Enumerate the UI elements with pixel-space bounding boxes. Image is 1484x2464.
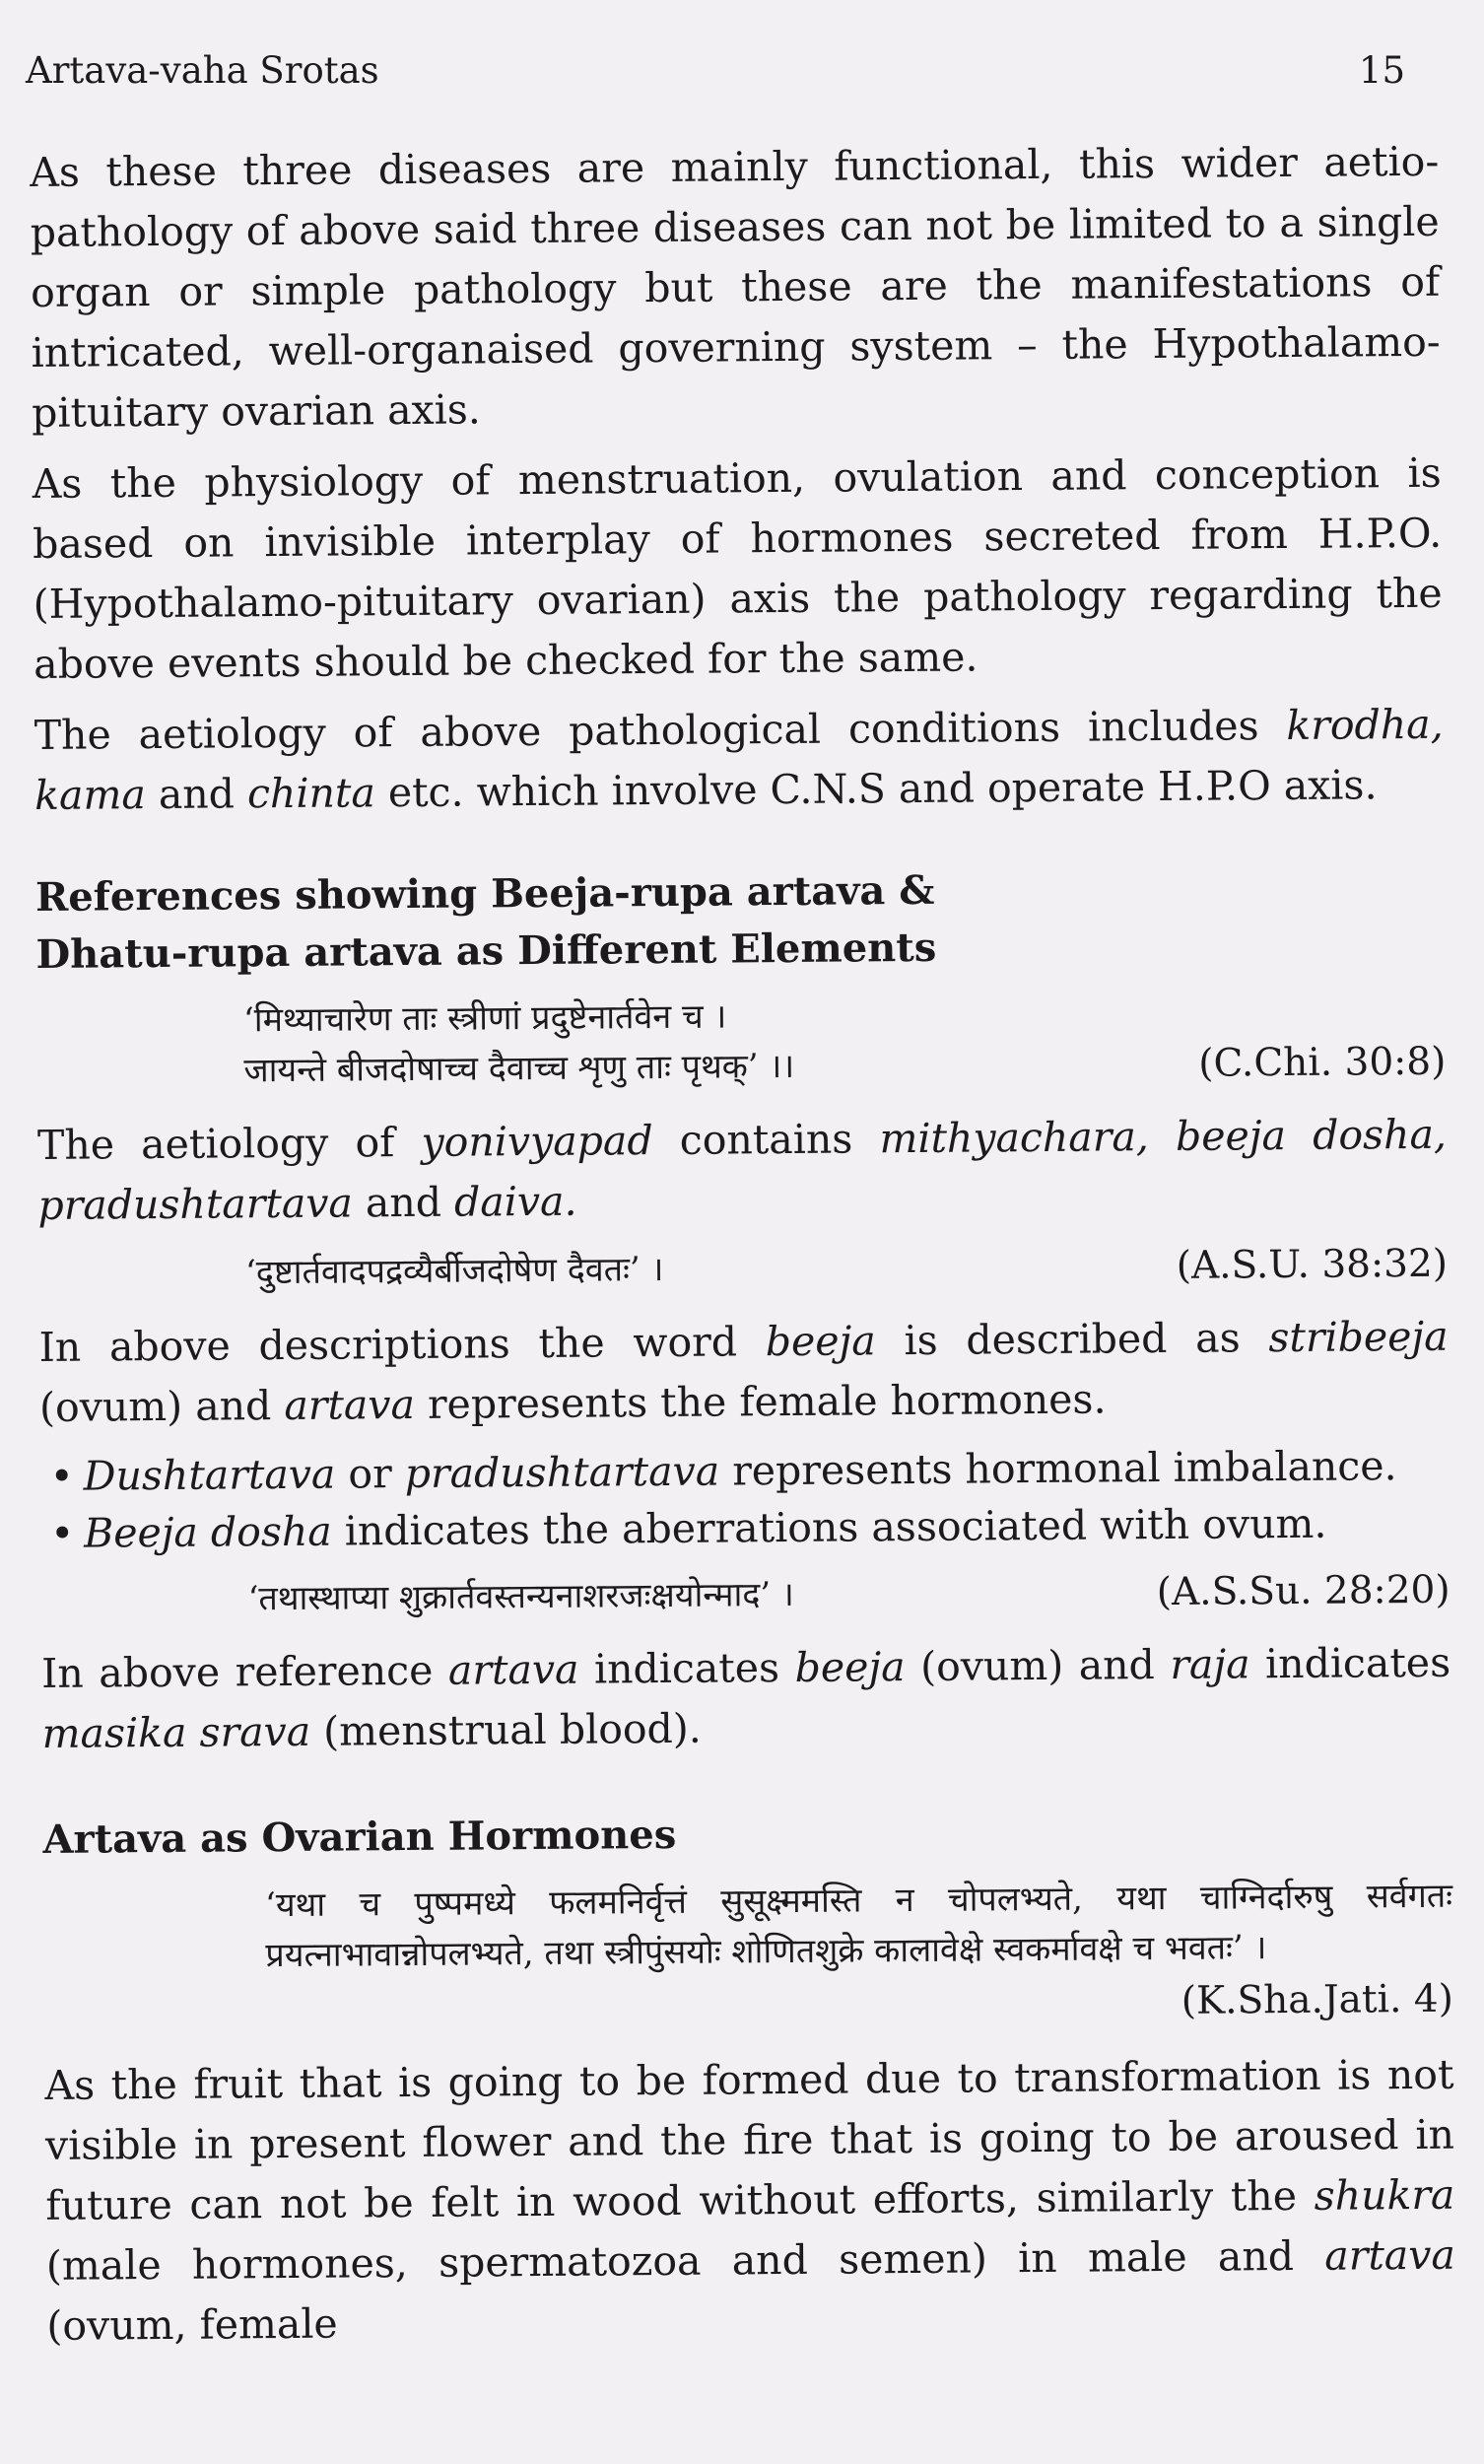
sanskrit-quote-2: ‘दुष्टार्तवादपद्रव्यैर्बीजदोषेण दैवतः’ । (A.S.U. 38:32) xyxy=(38,1239,1448,1300)
citation-c-chi: (C.Chi. 30:8) xyxy=(1198,1039,1447,1086)
paragraph-functional-diseases: As these three diseases are mainly functional, this wider aetio-pathology of above said three diseases can not be limited to a single organ or simple pathology but these are the manifestations of intricated, well-organaised governing system – the Hypothalamo-pituitary ovarian axis. xyxy=(30,137,1441,437)
sanskrit-quote-3: ‘तथास्थाप्या शुक्रार्तवस्तन्यनाशरजःक्षयोन्माद’ । (A.S.Su. 28:20) xyxy=(40,1565,1450,1626)
sanskrit-quote-1: ‘मिथ्याचारेण ताः स्त्रीणां प्रदुष्टेनार्तवेन च । जायन्ते बीजदोषाच्च दैवाच्च शृणु ताः पृथक्’ ।। (C.Chi. 30:8) xyxy=(242,996,1447,1091)
paragraph-yonivyapad: The aetiology of yonivyapad contains mithyachara, beeja dosha, pradushtartava and daiva. xyxy=(36,1110,1448,1229)
paragraph-artava-beeja: In above reference artava indicates beeja (ovum) and raja indicates masika srava (menstrual blood). xyxy=(41,1638,1451,1757)
page-body xyxy=(30,132,1456,2357)
citation-a-s-u: (A.S.U. 38:32) xyxy=(1176,1241,1449,1288)
list-item: • Beeja dosha indicates the aberrations associated with ovum. xyxy=(40,1494,1450,1562)
paragraph-beeja-description: In above descriptions the word beeja is described as stribeeja (ovum) and artava represents the female hormones. xyxy=(38,1312,1449,1431)
page-number: 15 xyxy=(1358,49,1405,92)
section-heading-ovarian-hormones: Artava as Ovarian Hormones xyxy=(42,1811,677,1863)
sanskrit-quote-4: ‘यथा च पुष्पमध्ये फलमनिर्वृत्तं सुसूक्ष्ममस्ति न चोपलभ्यते, यथा चाग्निर्दारुषु सर्वगतः प्रयत्नाभावान्नोपलभ्यते, तथा स्त्रीपुंसयोः शोणितशुक्रे कालावेक्षे स्वकर्मावक्षे च भवतः’ । xyxy=(264,1876,1453,1976)
bullet-list xyxy=(39,1437,1450,1562)
list-item: • Dushtartava or pradushtartava represents hormonal imbalance. xyxy=(39,1437,1449,1505)
citation-k-sha-jati: (K.Sha.Jati. 4) xyxy=(1180,1976,1454,2023)
running-title: Artava-vaha Srotas xyxy=(26,49,379,92)
paragraph-physiology: As the physiology of menstruation, ovulation and conception is based on invisible interplay of hormones secreted from H.P.O. (Hypothalamo-pituitary ovarian) axis the pathology regarding the above events should be checked for the same. xyxy=(32,448,1443,688)
paragraph-fruit-analogy: As the fruit that is going to be formed due to transformation is not visible in present flower and the fire that is going to be aroused in future can not be felt in wood without efforts, similarly the shukra (male hormones, spermatozoa and semen) in male and artava (ovum, female xyxy=(44,2050,1456,2350)
section-heading-references: References showing Beeja-rupa artava & Dhatu-rupa artava as Different Elements xyxy=(34,866,937,978)
page-header xyxy=(26,49,1405,93)
citation-a-s-su: (A.S.Su. 28:20) xyxy=(1156,1567,1450,1615)
paragraph-aetiology: The aetiology of above pathological conditions includes krodha, kama and chinta etc. which involve C.N.S and operate H.P.O axis. xyxy=(34,700,1444,819)
